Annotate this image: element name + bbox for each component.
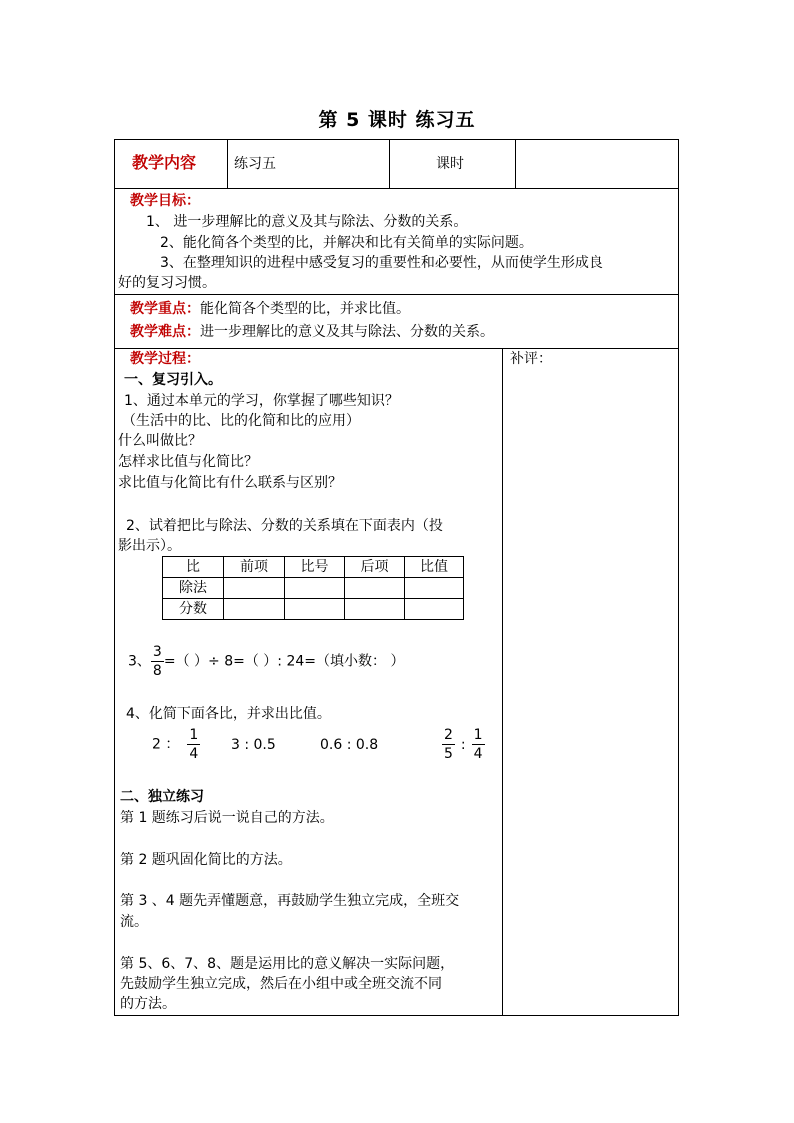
row-divider xyxy=(114,188,679,189)
question-3-text: =（ ）÷ 8=（ ）: 24=（填小数： ） xyxy=(163,653,405,670)
table-row xyxy=(163,599,464,620)
fraction xyxy=(187,728,200,761)
table-border-left xyxy=(114,139,115,1016)
question-3-prefix: 3、 xyxy=(128,653,151,670)
exercise-3-4-line2: 流。 xyxy=(120,914,148,930)
content-label: 教学内容 xyxy=(132,153,197,172)
fraction-denominator: 5 xyxy=(444,746,453,762)
process-label: 教学过程： xyxy=(130,351,200,367)
table-border-top xyxy=(114,139,679,140)
key-points xyxy=(130,299,410,319)
table-cell xyxy=(405,578,464,599)
ratio-4 xyxy=(442,728,485,761)
table-header-cell: 后项 xyxy=(345,557,405,578)
fraction-denominator: 4 xyxy=(473,746,483,762)
question-4: 4、化简下面各比，并求出比值。 xyxy=(126,706,331,722)
table-cell: 除法 xyxy=(163,578,224,599)
table-header-cell: 比值 xyxy=(405,557,464,578)
table-border-right xyxy=(678,139,679,1016)
fraction-numerator: 1 xyxy=(189,727,199,743)
table-cell: 分数 xyxy=(163,599,224,620)
exercise-5-8-line1: 第 5、6、7、8、题是运用比的意义解决一实际问题， xyxy=(120,956,455,972)
table-cell xyxy=(224,578,285,599)
table-cell xyxy=(285,599,345,620)
fraction-numerator: 2 xyxy=(444,727,453,743)
question-2-line1: 2、试着把比与除法、分数的关系填在下面表内（投 xyxy=(126,518,443,534)
fraction xyxy=(442,728,455,761)
row-divider xyxy=(114,294,679,295)
key-points-label: 教学重点： xyxy=(130,301,200,317)
table-row xyxy=(163,578,464,599)
content-value: 练习五 xyxy=(234,156,276,172)
ratio-3: 0.6 : 0.8 xyxy=(320,737,379,753)
objective-item: 3、在整理知识的进程中感受复习的重要性和必要性，从而使学生形成良 xyxy=(160,255,603,271)
objective-item: 2、能化简各个类型的比，并解决和比有关简单的实际问题。 xyxy=(160,235,533,251)
section1-title: 一、复习引入。 xyxy=(124,372,222,388)
fraction-numerator: 3 xyxy=(152,644,162,660)
exercise-1: 第 1 题练习后说一说自己的方法。 xyxy=(120,810,334,826)
question-2-line2: 影出示）。 xyxy=(118,538,181,554)
question-3 xyxy=(128,645,404,678)
objective-item: 1、 进一步理解比的意义及其与除法、分数的关系。 xyxy=(146,214,468,230)
exercise-3-4-line1: 第 3 、4 题先弄懂题意，再鼓励学生独立完成，全班交 xyxy=(120,893,460,909)
difficulties-text: 进一步理解比的意义及其与除法、分数的关系。 xyxy=(200,324,494,340)
lesson-plan-table xyxy=(114,139,679,1016)
difficulties xyxy=(130,322,494,342)
fraction-denominator: 4 xyxy=(189,746,199,762)
fraction-denominator: 8 xyxy=(152,663,162,679)
question-1-c: 求比值与化简比有什么联系与区别？ xyxy=(118,475,342,491)
ratio-separator: : xyxy=(460,736,466,753)
exercise-5-8-line2: 先鼓励学生独立完成，然后在小组中或全班交流不同 xyxy=(120,976,442,992)
relation-table xyxy=(162,556,464,620)
key-points-text: 能化简各个类型的比，并求比值。 xyxy=(200,301,410,317)
exercise-5-8-line3: 的方法。 xyxy=(120,996,176,1012)
table-header-cell: 前项 xyxy=(224,557,285,578)
period-label: 课时 xyxy=(436,156,464,172)
difficulties-label: 教学难点： xyxy=(130,324,200,340)
table-cell xyxy=(405,599,464,620)
fraction xyxy=(472,728,485,761)
table-cell xyxy=(345,578,405,599)
table-border-bottom xyxy=(114,1015,679,1016)
table-cell xyxy=(285,578,345,599)
table-cell xyxy=(345,599,405,620)
cell-divider xyxy=(502,348,503,1015)
objectives-label: 教学目标： xyxy=(130,193,200,209)
table-header-cell: 比号 xyxy=(285,557,345,578)
fraction-numerator: 1 xyxy=(473,727,483,743)
fraction xyxy=(151,645,164,678)
question-1-b: 怎样求比值与化简比？ xyxy=(118,454,258,470)
table-row xyxy=(163,557,464,578)
ratio-text: 2 ： xyxy=(152,736,180,753)
objective-item: 好的复习习惯。 xyxy=(118,275,216,291)
cell-divider xyxy=(227,139,228,188)
page-title: 第 5 课时 练习五 xyxy=(318,109,476,131)
cell-divider xyxy=(515,139,516,188)
question-1: 1、通过本单元的学习，你掌握了哪些知识？ xyxy=(124,393,399,409)
question-1-a: 什么叫做比？ xyxy=(118,433,202,449)
cell-divider xyxy=(389,139,390,188)
question-1-hint: （生活中的比、比的化简和比的应用） xyxy=(122,413,360,429)
ratio-2: 3 : 0.5 xyxy=(231,737,276,753)
ratio-1 xyxy=(152,728,200,761)
exercise-2: 第 2 题巩固化简比的方法。 xyxy=(120,852,292,868)
table-header-cell: 比 xyxy=(163,557,224,578)
comment-label: 补评： xyxy=(510,351,552,367)
table-cell xyxy=(224,599,285,620)
section2-title: 二、独立练习 xyxy=(120,789,204,805)
